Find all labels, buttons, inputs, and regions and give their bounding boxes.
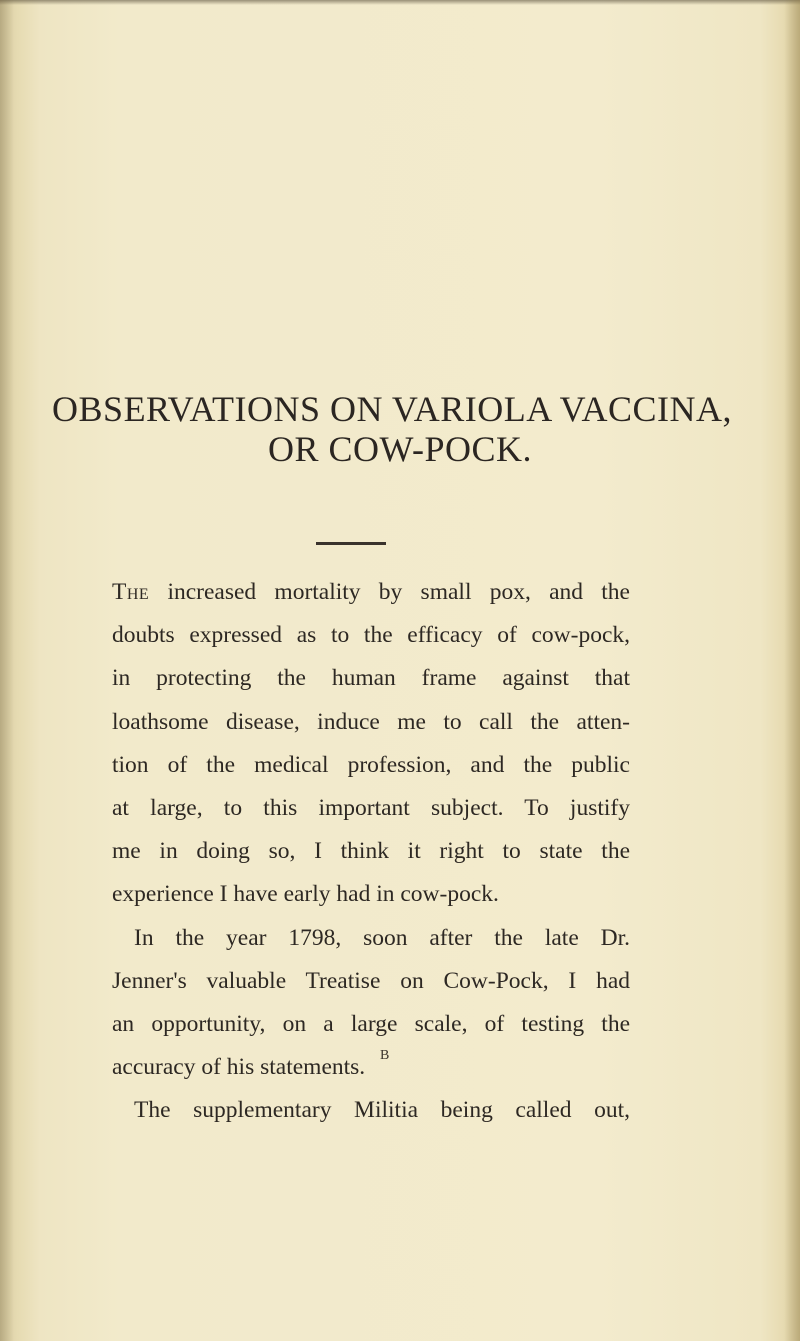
text-line: loathsome disease, induce me to call the atten-	[112, 708, 630, 735]
text-line: at large, to this important subject. To justify	[112, 795, 630, 822]
page-title-line-2: OR COW-POCK.	[267, 429, 533, 469]
text-line: The supplementary Militia being called out,	[134, 1097, 630, 1124]
text-line: accuracy of his statements.	[112, 1054, 366, 1081]
text-line: experience I have early had in cow-pock.	[112, 881, 499, 908]
signature-mark: B	[380, 1048, 390, 1063]
page-title-line-1: OBSERVATIONS ON VARIOLA VACCINA,	[52, 389, 732, 429]
text-line: me in doing so, I think it right to state the	[112, 838, 630, 865]
opening-word: The	[112, 579, 150, 605]
text-line: In the year 1798, soon after the late Dr.	[134, 924, 630, 951]
title-divider-rule	[316, 542, 386, 545]
body-text	[112, 571, 630, 1133]
text-line: The increased mortality by small pox, and the	[112, 579, 630, 605]
text-line: an opportunity, on a large scale, of testing the	[112, 1011, 630, 1038]
page-fore-edge	[784, 0, 800, 1341]
text-line: tion of the medical profession, and the public	[112, 751, 630, 778]
text-line: doubts expressed as to the efficacy of cow-pock,	[112, 622, 630, 649]
page-gutter-shadow	[0, 0, 14, 1341]
text-line: in protecting the human frame against that	[112, 665, 630, 692]
text-line: Jenner's valuable Treatise on Cow-Pock, I had	[112, 967, 630, 994]
page-top-edge	[0, 0, 800, 5]
